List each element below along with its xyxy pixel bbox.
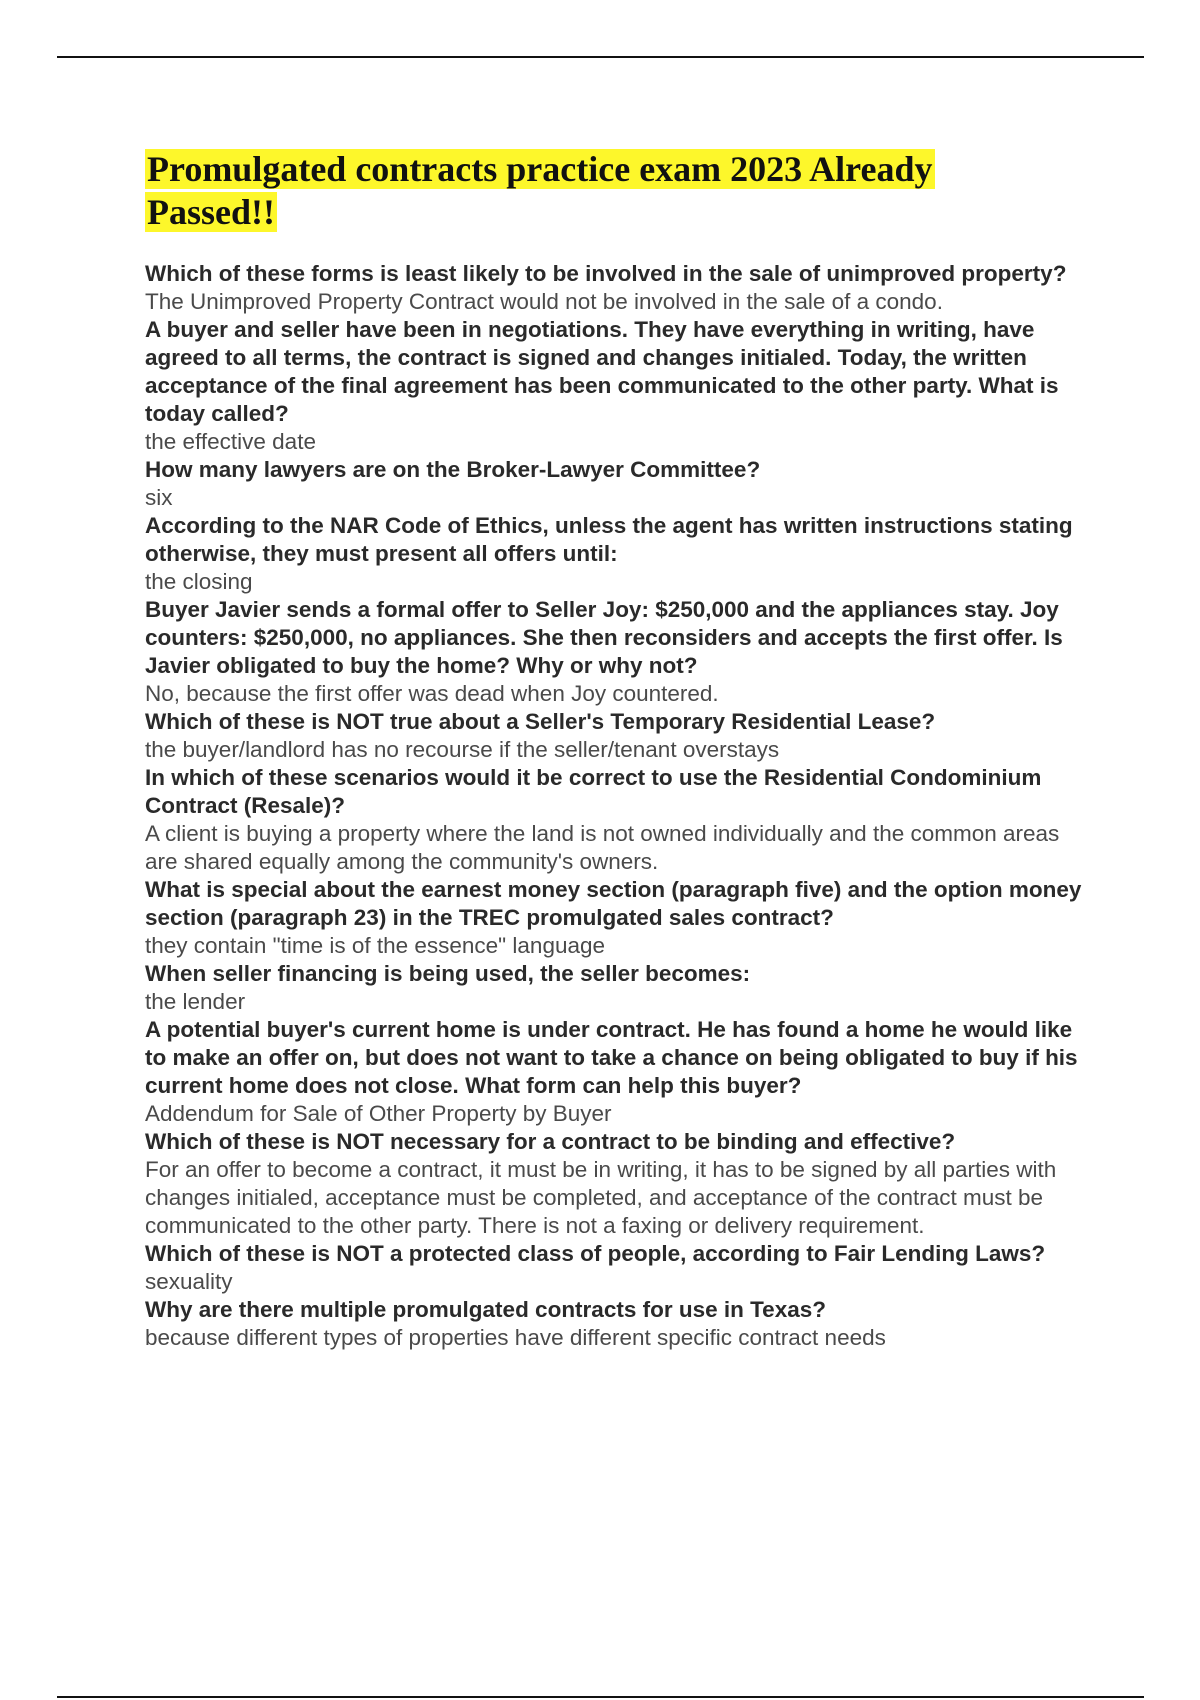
question-text: When seller financing is being used, the seller becomes: <box>145 961 751 986</box>
document-body <box>145 148 1095 1352</box>
question-text: Which of these is NOT a protected class of people, according to Fair Lending Laws? <box>145 1241 1046 1266</box>
question-text: Which of these is NOT necessary for a contract to be binding and effective? <box>145 1129 956 1154</box>
qa-item <box>145 708 1095 764</box>
title-highlight: Promulgated contracts practice exam 2023 Already Passed!! <box>147 149 933 232</box>
qa-item <box>145 764 1095 876</box>
qa-item <box>145 1016 1095 1128</box>
document-title <box>145 148 975 234</box>
answer-text: The Unimproved Property Contract would not be involved in the sale of a condo. <box>145 289 943 314</box>
qa-item <box>145 1296 1095 1352</box>
qa-item <box>145 876 1095 960</box>
question-text: Which of these is NOT true about a Seller's Temporary Residential Lease? <box>145 709 936 734</box>
qa-item <box>145 960 1095 1016</box>
top-rule <box>57 56 1144 58</box>
answer-text: the effective date <box>145 429 316 454</box>
question-text: Buyer Javier sends a formal offer to Seller Joy: $250,000 and the appliances stay. Joy counters: $250,000, no appliances. She then reconsiders and accepts the first offer. Is Javier obligated to buy the home? Why or why not? <box>145 597 1063 678</box>
qa-item <box>145 260 1095 316</box>
answer-text: No, because the first offer was dead when Joy countered. <box>145 681 719 706</box>
answer-text: sexuality <box>145 1269 233 1294</box>
question-text: A buyer and seller have been in negotiations. They have everything in writing, have agreed to all terms, the contract is signed and changes initialed. Today, the written acceptance of the final agreement has been communicated to the other party. What is today called? <box>145 317 1059 426</box>
question-text: Which of these forms is least likely to be involved in the sale of unimproved property? <box>145 261 1067 286</box>
question-text: According to the NAR Code of Ethics, unless the agent has written instructions stating otherwise, they must present all offers until: <box>145 513 1073 566</box>
answer-text: the buyer/landlord has no recourse if the seller/tenant overstays <box>145 737 780 762</box>
qa-item <box>145 316 1095 456</box>
qa-list <box>145 260 1095 1352</box>
qa-item <box>145 1240 1095 1296</box>
question-text: A potential buyer's current home is under contract. He has found a home he would like to make an offer on, but does not want to take a chance on being obligated to buy if his current home does not close. What form can help this buyer? <box>145 1017 1078 1098</box>
qa-item <box>145 512 1095 596</box>
question-text: How many lawyers are on the Broker-Lawyer Committee? <box>145 457 761 482</box>
answer-text: they contain "time is of the essence" language <box>145 933 606 958</box>
qa-item <box>145 596 1095 708</box>
question-text: What is special about the earnest money section (paragraph five) and the option money section (paragraph 23) in the TREC promulgated sales contract? <box>145 877 1082 930</box>
qa-item <box>145 456 1095 512</box>
question-text: In which of these scenarios would it be correct to use the Residential Condominium Contract (Resale)? <box>145 765 1042 818</box>
answer-text: the closing <box>145 569 253 594</box>
answer-text: six <box>145 485 173 510</box>
answer-text: For an offer to become a contract, it must be in writing, it has to be signed by all parties with changes initialed, acceptance must be completed, and acceptance of the contract must be communicated to the other party. There is not a faxing or delivery requirement. <box>145 1157 1057 1238</box>
answer-text: because different types of properties have different specific contract needs <box>145 1325 886 1350</box>
qa-item <box>145 1128 1095 1240</box>
answer-text: the lender <box>145 989 246 1014</box>
question-text: Why are there multiple promulgated contracts for use in Texas? <box>145 1297 826 1322</box>
answer-text: A client is buying a property where the land is not owned individually and the common areas are shared equally among the community's owners. <box>145 821 1060 874</box>
answer-text: Addendum for Sale of Other Property by Buyer <box>145 1101 612 1126</box>
bottom-rule <box>57 1696 1144 1698</box>
